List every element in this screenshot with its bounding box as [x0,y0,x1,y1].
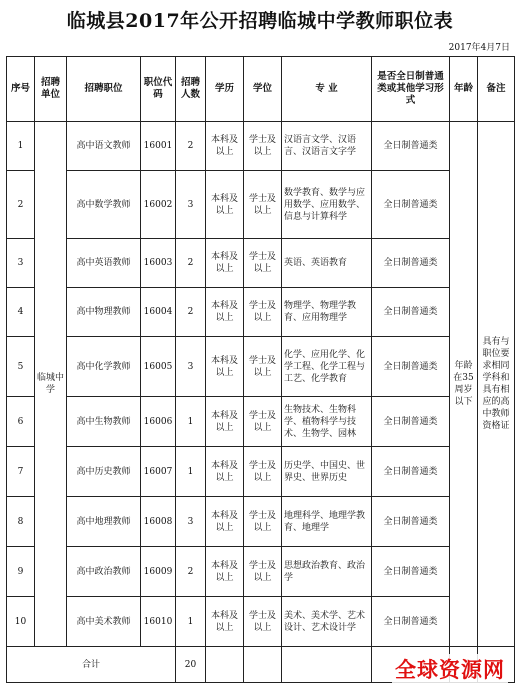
total-label: 合计 [7,647,176,683]
cell-major: 美术、美术学、艺术设计、艺术设计学 [282,597,372,647]
cell-seq: 2 [7,171,35,239]
cell-position: 高中数学教师 [67,171,141,239]
table-row [7,397,515,447]
cell-degree: 学士及以上 [244,447,282,497]
cell-code: 16003 [141,239,176,288]
cell-degree: 学士及以上 [244,597,282,647]
cell-major: 汉语言文学、汉语言、汉语言文字学 [282,122,372,171]
cell-seq: 3 [7,239,35,288]
table-row [7,288,515,337]
cell-code: 16008 [141,497,176,547]
cell-position: 高中政治教师 [67,547,141,597]
header-seq: 序号 [7,57,35,122]
header-education: 学历 [206,57,244,122]
cell-seq: 4 [7,288,35,337]
header-unit: 招聘单位 [35,57,67,122]
table-row [7,239,515,288]
cell-education: 本科及以上 [206,337,244,397]
cell-degree: 学士及以上 [244,337,282,397]
cell-count: 1 [176,447,206,497]
cell-major: 思想政治教育、政治学 [282,547,372,597]
cell-study-form: 全日制普通类 [372,547,450,597]
table-row [7,337,515,397]
cell-seq: 5 [7,337,35,397]
cell-major: 地理科学、地理学教育、地理学 [282,497,372,547]
cell-code: 16001 [141,122,176,171]
table-row [7,122,515,171]
cell-degree: 学士及以上 [244,547,282,597]
cell-education: 本科及以上 [206,288,244,337]
cell-degree: 学士及以上 [244,288,282,337]
cell-study-form: 全日制普通类 [372,171,450,239]
cell-study-form: 全日制普通类 [372,122,450,171]
position-table [6,56,515,683]
cell-seq: 9 [7,547,35,597]
cell-major: 历史学、中国史、世界史、世界历史 [282,447,372,497]
header-age: 年龄 [450,57,478,122]
date-label: 2017年4月7日 [448,43,510,53]
cell-count: 1 [176,397,206,447]
cell-degree: 学士及以上 [244,497,282,547]
cell-note: 具有与职位要求相同学科和具有相应的高中教师资格证 [478,122,515,647]
cell-count: 2 [176,122,206,171]
cell-position: 高中英语教师 [67,239,141,288]
cell-study-form: 全日制普通类 [372,447,450,497]
header-code: 职位代码 [141,57,176,122]
empty-cell [206,647,244,683]
header-degree: 学位 [244,57,282,122]
cell-seq: 10 [7,597,35,647]
cell-major: 英语、英语教育 [282,239,372,288]
cell-seq: 8 [7,497,35,547]
cell-education: 本科及以上 [206,597,244,647]
cell-degree: 学士及以上 [244,239,282,288]
cell-code: 16005 [141,337,176,397]
cell-position: 高中地理教师 [67,497,141,547]
page-title: 临城县2017年公开招聘临城中学教师职位表 [66,10,454,32]
cell-position: 高中历史教师 [67,447,141,497]
cell-study-form: 全日制普通类 [372,239,450,288]
cell-education: 本科及以上 [206,497,244,547]
cell-degree: 学士及以上 [244,397,282,447]
cell-major: 化学、应用化学、化学工程、化学工程与工艺、化学教育 [282,337,372,397]
table-row [7,171,515,239]
cell-code: 16007 [141,447,176,497]
cell-study-form: 全日制普通类 [372,497,450,547]
table-row [7,597,515,647]
cell-seq: 6 [7,397,35,447]
cell-count: 3 [176,337,206,397]
cell-education: 本科及以上 [206,447,244,497]
cell-code: 16010 [141,597,176,647]
cell-position: 高中美术教师 [67,597,141,647]
watermark: 全球资源网 [392,654,508,684]
cell-code: 16006 [141,397,176,447]
cell-education: 本科及以上 [206,239,244,288]
header-major: 专 业 [282,57,372,122]
table-row [7,497,515,547]
cell-position: 高中生物教师 [67,397,141,447]
table-header-row [7,57,515,122]
cell-seq: 1 [7,122,35,171]
cell-study-form: 全日制普通类 [372,597,450,647]
cell-education: 本科及以上 [206,122,244,171]
cell-education: 本科及以上 [206,171,244,239]
cell-study-form: 全日制普通类 [372,397,450,447]
total-count: 20 [176,647,206,683]
cell-major: 物理学、物理学教育、应用物理学 [282,288,372,337]
cell-degree: 学士及以上 [244,122,282,171]
empty-cell [244,647,282,683]
cell-code: 16004 [141,288,176,337]
cell-education: 本科及以上 [206,547,244,597]
header-count: 招聘人数 [176,57,206,122]
table-row [7,447,515,497]
cell-count: 2 [176,239,206,288]
cell-age: 年龄在35周岁以下 [450,122,478,647]
header-study-form: 是否全日制普通类或其他学习形式 [372,57,450,122]
header-position: 招聘职位 [67,57,141,122]
cell-position: 高中化学教师 [67,337,141,397]
empty-cell [282,647,372,683]
cell-count: 2 [176,547,206,597]
table-row [7,547,515,597]
cell-count: 3 [176,171,206,239]
cell-count: 1 [176,597,206,647]
cell-count: 3 [176,497,206,547]
cell-degree: 学士及以上 [244,171,282,239]
cell-study-form: 全日制普通类 [372,288,450,337]
header-note: 备注 [478,57,515,122]
cell-education: 本科及以上 [206,397,244,447]
cell-code: 16002 [141,171,176,239]
cell-major: 生物技术、生物科学、植物科学与技术、生物学、园林 [282,397,372,447]
cell-major: 数学教育、数学与应用数学、应用数学、信息与计算科学 [282,171,372,239]
cell-position: 高中物理教师 [67,288,141,337]
cell-seq: 7 [7,447,35,497]
cell-position: 高中语文教师 [67,122,141,171]
cell-count: 2 [176,288,206,337]
cell-unit: 临城中学 [35,122,67,647]
cell-study-form: 全日制普通类 [372,337,450,397]
cell-code: 16009 [141,547,176,597]
